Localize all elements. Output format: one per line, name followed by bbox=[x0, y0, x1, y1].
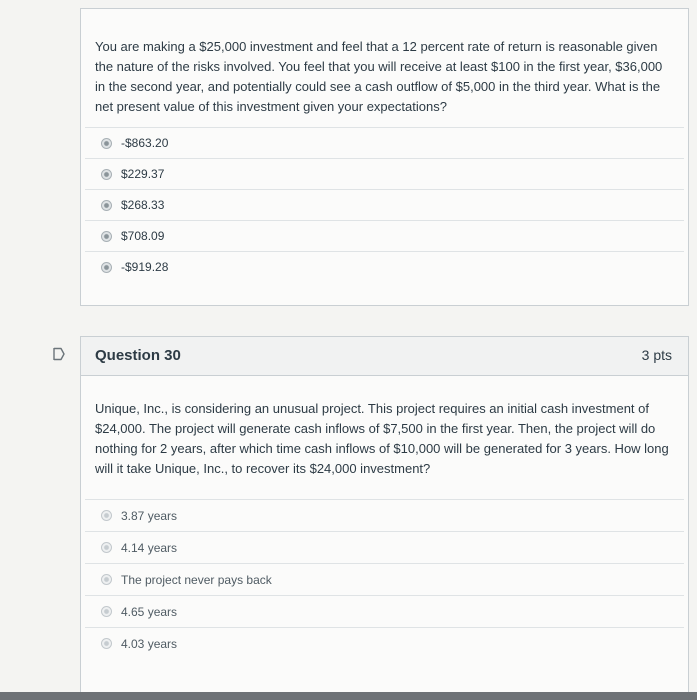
question-title: Question 30 bbox=[95, 347, 181, 364]
answer-label: $229.37 bbox=[121, 167, 165, 181]
question-text: You are making a $25,000 investment and feel that a 12 percent rate of return is reasonable given the nature of the risks involved. You feel that you will receive at least $100 in the first year, $36,000 in the second year, and potentially could see a cash outflow of $5,000 in the third year. What is the net present value of this investment given your expectations? bbox=[95, 39, 663, 114]
answer-label: 4.65 years bbox=[121, 604, 178, 619]
answer-option[interactable] bbox=[85, 127, 684, 158]
answer-label: -$919.28 bbox=[121, 260, 169, 274]
answer-option[interactable] bbox=[85, 563, 684, 595]
radio-button-icon[interactable] bbox=[101, 169, 112, 180]
radio-button-icon[interactable] bbox=[101, 574, 112, 585]
answer-option[interactable] bbox=[85, 251, 684, 282]
question-card-30 bbox=[80, 336, 689, 694]
answer-option[interactable] bbox=[85, 220, 684, 251]
answer-label: 4.03 years bbox=[121, 636, 178, 651]
radio-button-icon[interactable] bbox=[101, 262, 112, 273]
question-header bbox=[81, 337, 688, 376]
answer-option[interactable] bbox=[85, 627, 684, 659]
answer-label: The project never pays back bbox=[121, 572, 272, 587]
answer-label: $268.33 bbox=[121, 198, 165, 212]
answer-option[interactable] bbox=[85, 158, 684, 189]
answer-option[interactable] bbox=[85, 189, 684, 220]
radio-button-icon[interactable] bbox=[101, 510, 112, 521]
answer-option[interactable] bbox=[85, 531, 684, 563]
question-card-29 bbox=[80, 8, 689, 306]
answer-list bbox=[81, 499, 688, 659]
answer-label: 4.14 years bbox=[121, 540, 178, 555]
flag-outline-icon[interactable] bbox=[52, 347, 66, 361]
answer-list bbox=[81, 127, 688, 282]
answer-option[interactable] bbox=[85, 499, 684, 531]
answer-label: 3.87 years bbox=[121, 508, 178, 523]
question-points: 3 pts bbox=[641, 347, 672, 363]
radio-button-icon[interactable] bbox=[101, 606, 112, 617]
radio-button-icon[interactable] bbox=[101, 200, 112, 211]
answer-option[interactable] bbox=[85, 595, 684, 627]
question-text: Unique, Inc., is considering an unusual project. This project requires an initial cash investment of $24,000. The project will generate cash inflows of $7,500 in the first year. Then, the project will do nothing for 2 years, after which time cash inflows of $10,000 will be generated for 3 years. How long will it take Unique, Inc., to recover its $24,000 investment? bbox=[95, 401, 669, 476]
screen-bottom-edge bbox=[0, 692, 697, 700]
radio-button-icon[interactable] bbox=[101, 542, 112, 553]
answer-label: -$863.20 bbox=[121, 136, 169, 150]
radio-button-icon[interactable] bbox=[101, 231, 112, 242]
radio-button-icon[interactable] bbox=[101, 638, 112, 649]
answer-label: $708.09 bbox=[121, 229, 165, 243]
radio-button-icon[interactable] bbox=[101, 138, 112, 149]
